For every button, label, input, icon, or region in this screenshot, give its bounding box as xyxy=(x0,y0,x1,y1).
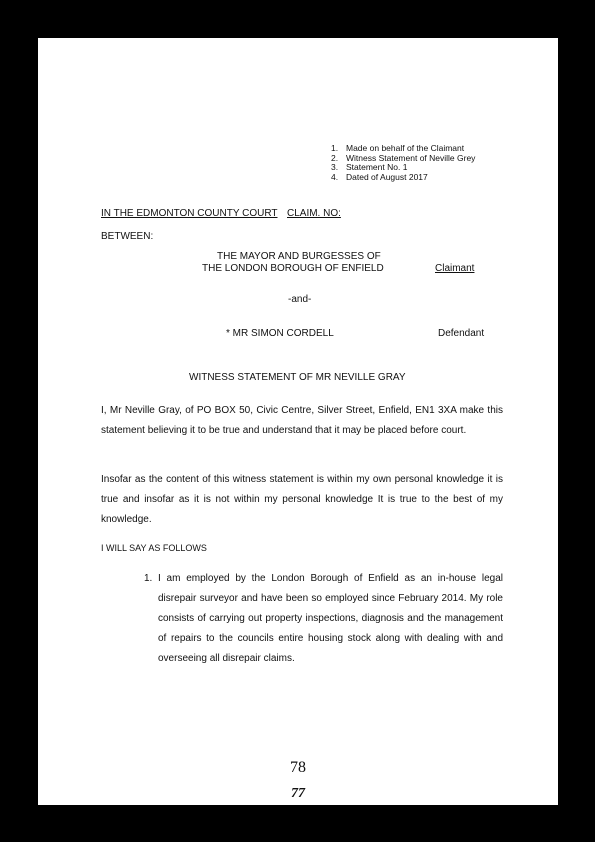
header-item-text: Witness Statement of Neville Grey xyxy=(346,152,476,163)
defendant-role: Defendant xyxy=(438,328,485,339)
defendant-name: * MR SIMON CORDELL xyxy=(226,328,334,339)
header-item-number: 2. xyxy=(331,152,339,163)
header-item-text: Dated of August 2017 xyxy=(346,171,428,182)
claim-number-label: CLAIM. NO: xyxy=(287,208,341,219)
header-item-number: 4. xyxy=(331,171,339,182)
page-number: 78 xyxy=(290,759,306,776)
header-item-text: Made on behalf of the Claimant xyxy=(346,143,465,153)
court-name: IN THE EDMONTON COUNTY COURT xyxy=(101,208,278,219)
claimant-line-2: THE LONDON BOROUGH OF ENFIELD xyxy=(202,263,384,274)
header-item-text: Statement No. 1 xyxy=(346,162,408,173)
document-page xyxy=(38,38,558,805)
intro-paragraph: I, Mr Neville Gray, of PO BOX 50, Civic Centre, Silver Street, Enfield, EN1 3XA make this statement believing it to be true and understand that it may be placed before court. xyxy=(101,405,503,436)
bundle-page-stamp: 77 xyxy=(291,786,305,801)
knowledge-paragraph: Insofar as the content of this witness statement is within my own personal knowledge it is true and insofar as it is not within my personal knowledge It is true to the best of my knowledge. xyxy=(101,474,503,525)
list-item xyxy=(144,569,503,669)
claimant-role: Claimant xyxy=(435,263,475,274)
between-label: BETWEEN: xyxy=(101,231,154,242)
list-item-number: 1. xyxy=(144,573,153,584)
and-separator: -and- xyxy=(288,294,312,305)
header-item-number: 3. xyxy=(331,162,339,173)
statement-title: WITNESS STATEMENT OF MR NEVILLE GRAY xyxy=(189,372,406,383)
claimant-line-1: THE MAYOR AND BURGESSES OF xyxy=(217,251,381,262)
header-list xyxy=(331,144,475,182)
will-say-heading: I WILL SAY AS FOLLOWS xyxy=(101,543,207,553)
header-item xyxy=(331,173,475,183)
list-item-text: I am employed by the London Borough of Enfield as an in-house legal disrepair surveyor and have been so employed since February 2014. My role consists of carrying out property inspections, diagnosis and the management of repairs to the councils entire housing stock along with dealing with and overseeing all disrepair claims. xyxy=(158,573,503,664)
header-item-number: 1. xyxy=(331,143,339,153)
